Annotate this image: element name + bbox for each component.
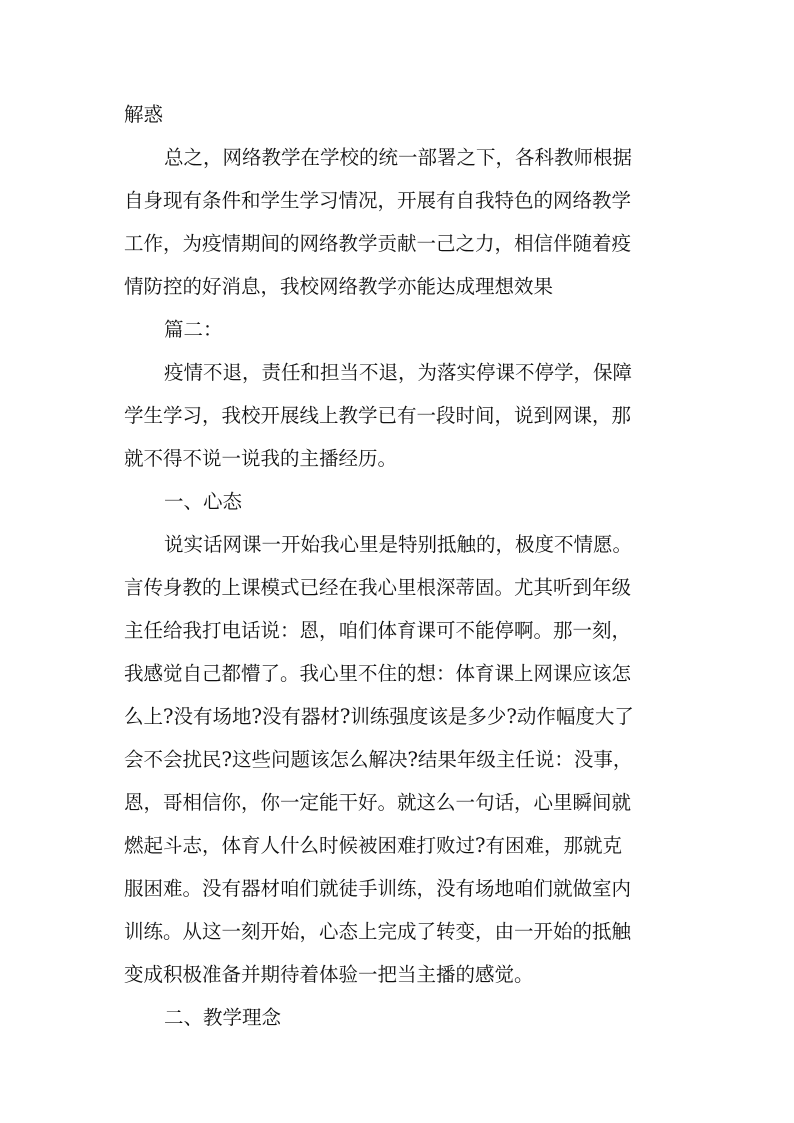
paragraph-summary-line: 情防控的好消息，我校网络教学亦能达成理想效果 [124,275,554,298]
paragraph-summary-line: 工作，为疫情期间的网络教学贡献一己之力，相信伴随着疫 [124,232,632,255]
paragraph-mindset-line: 言传身教的上课模式已经在我心里根深蒂固。尤其听到年级 [124,576,632,599]
paragraph-mindset-line: 恩，哥相信你，你一定能干好。就这么一句话，心里瞬间就 [124,791,632,814]
paragraph-intro-line: 疫情不退，责任和担当不退，为落实停课不停学，保障 [164,361,633,384]
paragraph-mindset-line: 我感觉自己都懵了。我心里不住的想：体育课上网课应该怎 [124,662,632,685]
section-heading-teaching-philosophy: 二、教学理念 [164,1006,282,1029]
paragraph-mindset-line: 说实话网课一开始我心里是特别抵触的，极度不情愿。 [164,533,633,556]
paragraph-mindset-line: 么上?没有场地?没有器材?训练强度该是多少?动作幅度大了 [124,705,634,728]
paragraph-mindset-line: 会不会扰民?这些问题该怎么解决?结果年级主任说：没事， [124,748,633,771]
paragraph-mindset-line: 训练。从这一刻开始，心态上完成了转变，由一开始的抵触 [124,920,632,943]
paragraph-mindset-line: 服困难。没有器材咱们就徒手训练，没有场地咱们就做室内 [124,877,632,900]
paragraph-summary-line: 总之，网络教学在学校的统一部署之下，各科教师根据 [164,146,633,169]
paragraph-intro-line: 学生学习，我校开展线上教学已有一段时间，说到网课，那 [124,404,632,427]
paragraph-summary-line: 自身现有条件和学生学习情况，开展有自我特色的网络教学 [124,189,632,212]
paragraph-mindset-line: 主任给我打电话说：恩，咱们体育课可不能停啊。那一刻， [124,619,632,642]
section-heading-part-two: 篇二： [164,318,223,341]
paragraph-mindset-line: 燃起斗志，体育人什么时候被困难打败过?有困难，那就克 [124,834,622,857]
section-heading-mindset: 一、心态 [164,490,243,513]
paragraph-mindset-line: 变成积极准备并期待着体验一把当主播的感觉。 [124,963,534,986]
paragraph-intro-line: 就不得不说一说我的主播经历。 [124,447,398,470]
text-line-continuation: 解惑 [124,103,164,126]
